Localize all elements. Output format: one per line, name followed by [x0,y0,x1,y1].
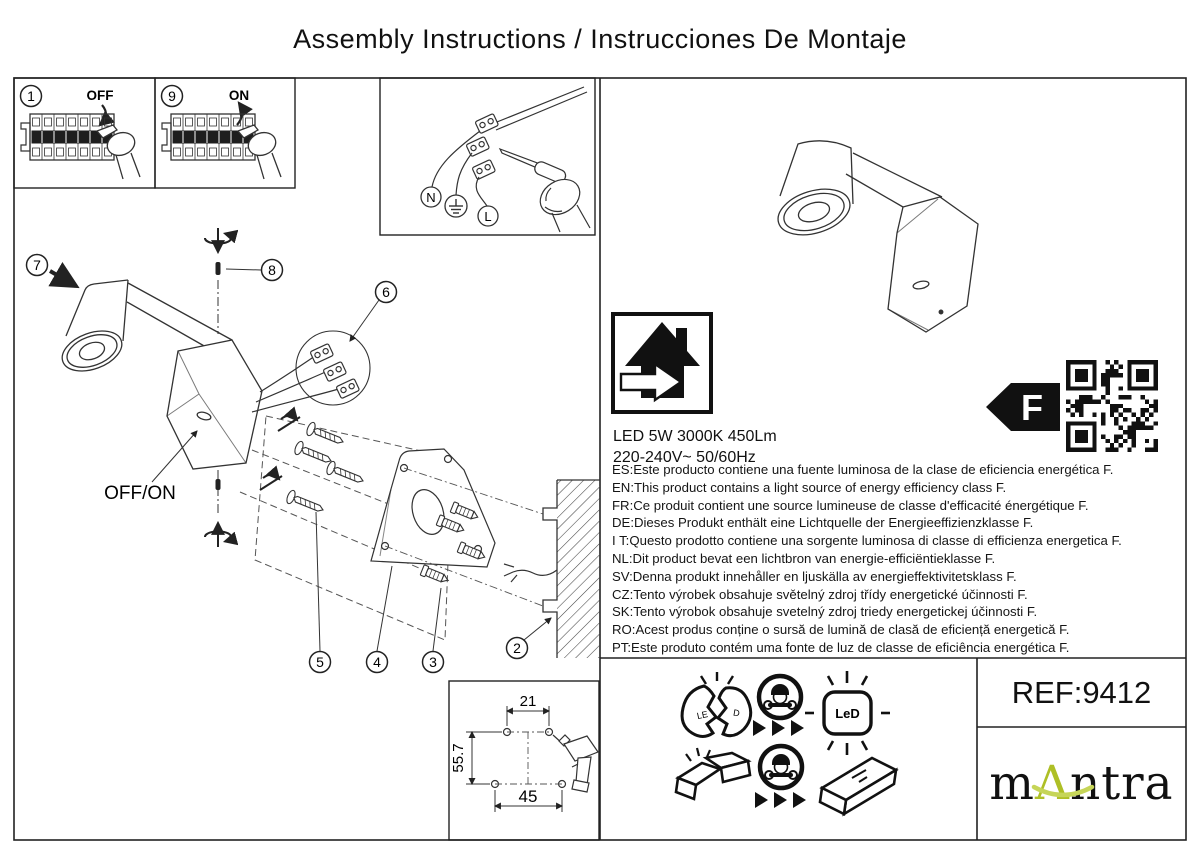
callout-4: 4 [373,654,381,670]
callout-8: 8 [268,262,276,278]
energy-line-nl: NL:Dit product bevat een lichtbron van energie-efficiëntieklasse F. [612,550,996,566]
energy-language-block [612,461,1186,657]
callout-9: 9 [168,88,176,104]
broken-led-text-right: D [732,707,741,719]
callout-7: 7 [33,257,41,273]
panel-breaker-off [14,78,155,188]
dim-top: 21 [519,693,537,710]
brand-swoosh [1031,784,1095,806]
hand-icon [97,125,140,179]
energy-line-sk: SK:Tento výrobok obsahuje svetelný zdroj triedy energetickej účinnosti F. [612,604,1038,620]
broken-led-icon [682,672,751,737]
energy-line-cz: CZ:Tento výrobek obsahuje světelný zdroj třídy energetické účinnosti F. [612,586,1028,602]
energy-line-de: DE:Dieses Produkt enthält eine Lichtquelle der Energieeffizienzklasse F. [612,515,1034,531]
panel-breaker-on [155,78,295,188]
reference-number: REF:9412 [1011,674,1152,710]
brand-part2: ntra [1069,756,1174,811]
spec-voltage: 220-240V~ 50/60Hz [613,449,756,466]
switch-label: OFF/ON [104,483,176,504]
brand-part1: m [989,756,1035,811]
breaker-on-label: ON [228,88,250,103]
callout-3: 3 [429,654,437,670]
spec-light-source: LED 5W 3000K 450Lm [613,428,777,445]
lamp-body [57,280,262,469]
energy-line-ro: RO:Acest produs conține o sursă de lumină de clasă de eficiență energetică F. [612,622,1070,638]
callout-6: 6 [382,284,390,300]
screwdriver-icon [500,149,590,232]
replace-arrows-icon [753,720,804,736]
callout-5: 5 [316,654,324,670]
replace-arrows-icon [755,792,806,808]
wire-live-label: L [484,209,492,224]
qr-code [1066,360,1158,452]
callout-1: 1 [27,88,35,104]
product-drawing [772,141,978,332]
page-title: Assembly Instructions / Instrucciones De Montaje [293,24,907,54]
energy-line-fr: FR:Ce produit contient une source lumineuse de classe d'efficacité énergétique F. [612,497,1089,513]
qualified-technician-icon [760,746,802,788]
hand-icon [238,125,281,179]
broken-led-text-left: LE [695,709,709,722]
brand-caret: Λ [1034,756,1070,811]
led-driver-icon [820,758,896,814]
light-source-house-icon [613,314,711,412]
energy-line-sv: SV:Denna produkt innehåller en ljuskälla av energieffektivitetsklass F. [612,568,1017,584]
wire-neutral-label: N [426,190,436,205]
energy-class-letter: F [1021,387,1043,428]
service-icons [676,671,896,814]
energy-line-it: I T:Questo prodotto contiene una sorgente luminosa di classe di efficienza energetica F. [612,533,1122,549]
energy-line-es: ES:Este producto contiene una fuente luminosa de la clase de eficiencia energética F. [612,462,1114,477]
exploded-diagram [27,228,601,673]
qualified-technician-icon [759,676,801,718]
energy-class-arrow [986,383,1060,431]
brand-swoosh-path [1034,787,1092,795]
panel-wiring-detail [380,78,595,235]
callout-2: 2 [513,640,521,656]
wall-section [504,480,600,658]
dim-bottom: 45 [518,787,538,806]
panel-drill-template [449,681,599,840]
dim-vertical: 55.7 [450,743,467,773]
energy-line-pt: PT:Este produto contém uma fonte de luz de classe de eficiência energética F. [612,639,1070,655]
energy-line-en: EN:This product contains a light source of energy efficiency class F. [612,479,1007,495]
led-lamp-icon [805,671,890,755]
led-lamp-text: LeD [835,706,860,721]
broken-driver-icon [676,748,750,799]
breaker-off-label: OFF [86,88,114,103]
